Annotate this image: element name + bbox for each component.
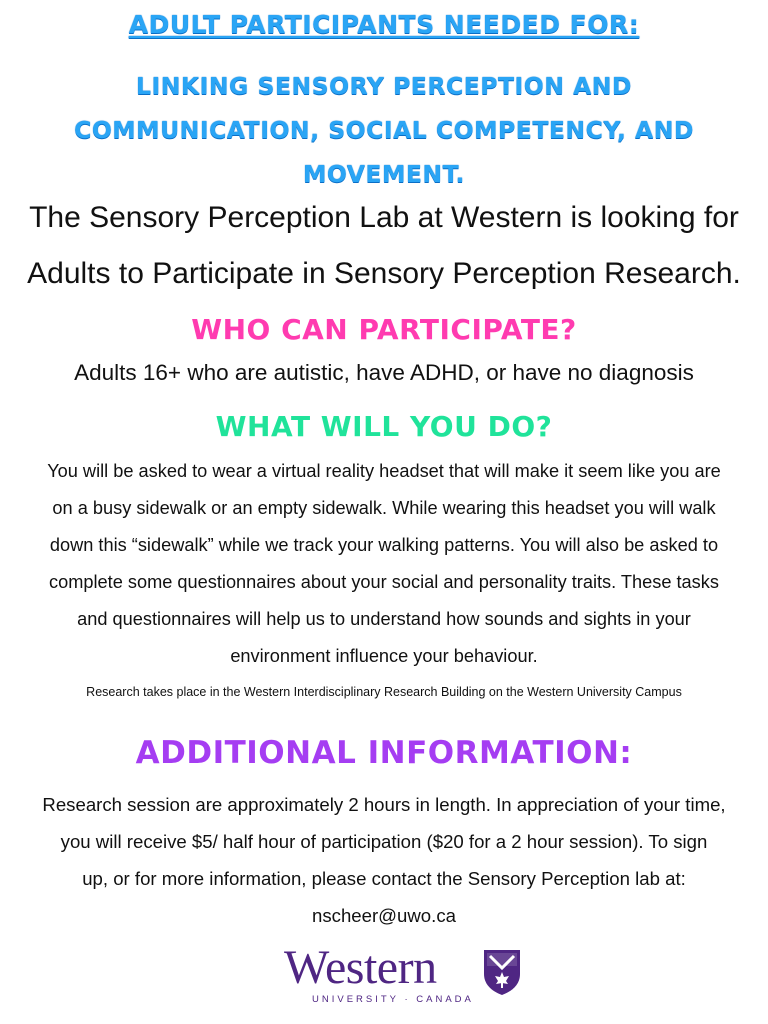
location-note: Research takes place in the Western Interdisciplinary Research Building on the Western University Campus (86, 685, 682, 699)
what-line: on a busy sidewalk or an empty sidewalk. While wearing this headset you will walk (52, 498, 716, 518)
study-title: LINKING SENSORY PERCEPTION AND COMMUNICATION, SOCIAL COMPETENCY, AND MOVEMENT. (74, 72, 694, 188)
what-heading: WHAT WILL YOU DO? (215, 410, 553, 443)
who-heading: WHO CAN PARTICIPATE? (191, 313, 577, 346)
logo-tagline: UNIVERSITY · CANADA (312, 994, 474, 1005)
what-line: and questionnaires will help us to understand how sounds and sights in your (77, 609, 691, 629)
intro-text (0, 190, 768, 302)
additional-description (0, 786, 768, 934)
intro-line-2: Adults to Participate in Sensory Perception Research. (27, 257, 741, 290)
logo-wordmark: Western (284, 941, 437, 994)
additional-line: Research session are approximately 2 hours in length. In appreciation of your time, (42, 794, 726, 815)
what-line: You will be asked to wear a virtual reality headset that will make it seem like you are (47, 461, 721, 481)
what-line: complete some questionnaires about your social and personality traits. These tasks (49, 572, 719, 592)
who-text: Adults 16+ who are autistic, have ADHD, or have no diagnosis (74, 360, 694, 385)
intro-line-1: The Sensory Perception Lab at Western is looking for (29, 201, 739, 234)
additional-line: up, or for more information, please contact the Sensory Perception lab at: (82, 868, 686, 889)
western-crest-icon (482, 948, 522, 996)
what-line: down this “sidewalk” while we track your walking patterns. You will also be asked to (49, 535, 719, 555)
additional-line: you will receive $5/ half hour of participation ($20 for a 2 hour session). To sign (60, 831, 708, 852)
contact-email[interactable]: nscheer@uwo.ca (312, 905, 456, 926)
poster-title: ADULT PARTICIPANTS NEEDED FOR: (128, 10, 640, 39)
additional-heading: ADDITIONAL INFORMATION: (135, 735, 633, 771)
what-description (0, 453, 768, 675)
western-logo (284, 940, 524, 1012)
what-line: environment influence your behaviour. (230, 646, 538, 666)
